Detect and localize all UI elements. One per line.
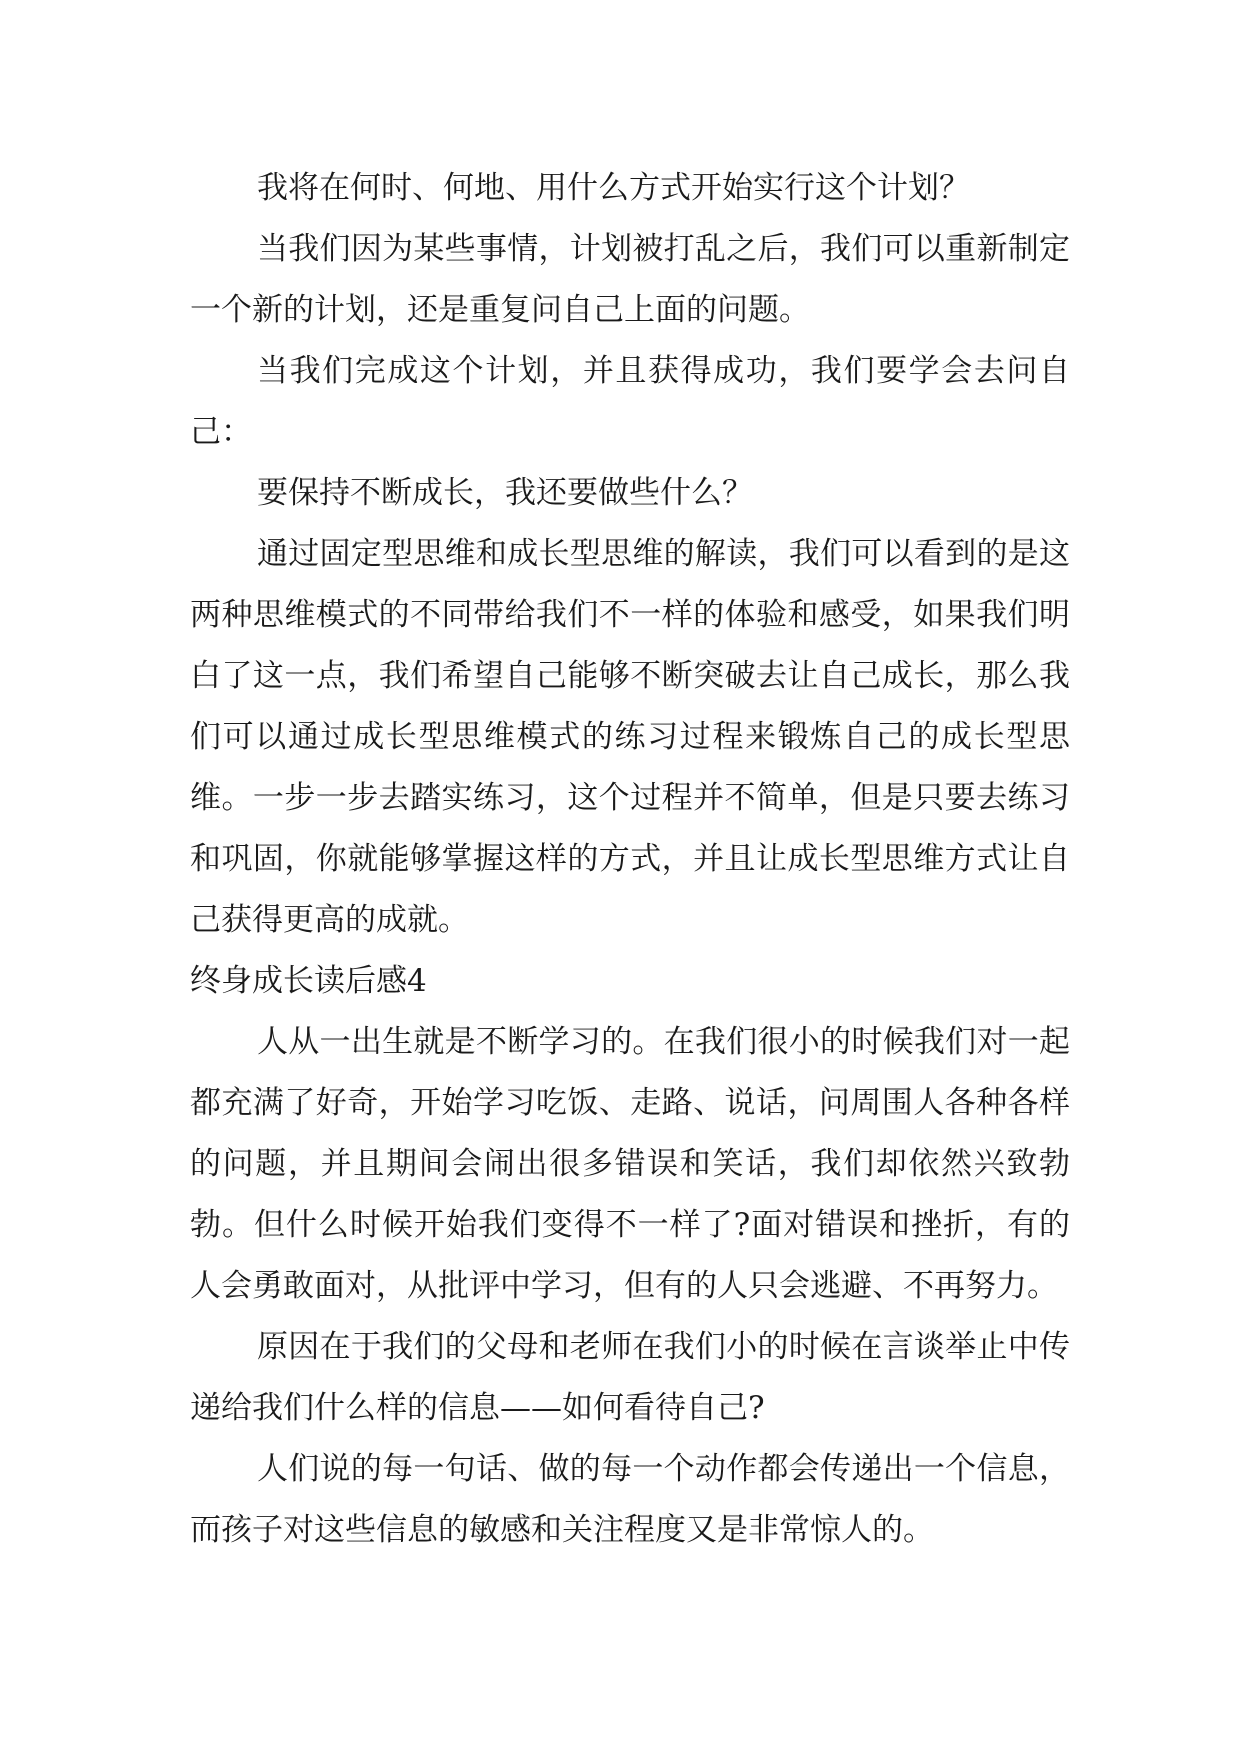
paragraph: 当我们完成这个计划，并且获得成功，我们要学会去问自己：	[190, 353, 1070, 450]
section-heading: 终身成长读后感4	[190, 963, 427, 999]
paragraph: 要保持不断成长，我还要做些什么？	[257, 475, 753, 511]
paragraph: 人们说的每一句话、做的每一个动作都会传递出一个信息，而孩子对这些信息的敏感和关注程度又是非常惊人的。	[190, 1451, 1070, 1548]
document-page	[190, 158, 1070, 1561]
paragraph: 通过固定型思维和成长型思维的解读，我们可以看到的是这两种思维模式的不同带给我们不一样的体验和感受，如果我们明白了这一点，我们希望自己能够不断突破去让自己成长，那么我们可以通过成长型思维模式的练习过程来锻炼自己的成长型思维。一步一步去踏实练习，这个过程并不简单，但是只要去练习和巩固，你就能够掌握这样的方式，并且让成长型思维方式让自己获得更高的成就。	[190, 536, 1070, 938]
paragraph: 人从一出生就是不断学习的。在我们很小的时候我们对一起都充满了好奇，开始学习吃饭、走路、说话，问周围人各种各样的问题，并且期间会闹出很多错误和笑话，我们却依然兴致勃勃。但什么时候开始我们变得不一样了?面对错误和挫折，有的人会勇敢面对，从批评中学习，但有的人只会逃避、不再努力。	[190, 1024, 1070, 1304]
paragraph: 当我们因为某些事情，计划被打乱之后，我们可以重新制定一个新的计划，还是重复问自己上面的问题。	[190, 231, 1070, 328]
paragraph: 原因在于我们的父母和老师在我们小的时候在言谈举止中传递给我们什么样的信息——如何看待自己?	[190, 1329, 1070, 1426]
paragraph: 我将在何时、何地、用什么方式开始实行这个计划？	[257, 170, 970, 206]
